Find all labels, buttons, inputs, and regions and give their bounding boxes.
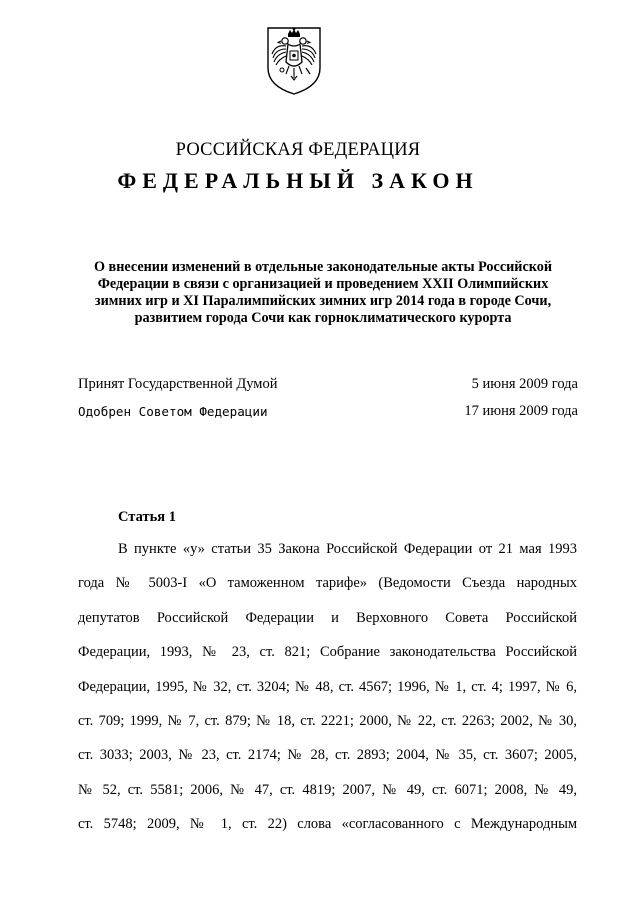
article-line: года № 5003-I «О таможенном тарифе» (Ведомости Съезда народных — [78, 575, 577, 592]
article-title: Статья 1 — [118, 509, 176, 525]
article-body — [78, 538, 577, 848]
article-line: ст. 3033; 2003, № 23, ст. 2174; № 28, ст. 2893; 2004, № 35, ст. 3607; 2005, — [78, 747, 577, 764]
article-line: В пункте «у» статьи 35 Закона Российской Федерации от 21 мая 1993 — [118, 541, 577, 557]
article-line: ст. 709; 1999, № 7, ст. 879; № 18, ст. 2221; 2000, № 22, ст. 2263; 2002, № 30, — [78, 712, 577, 729]
article-line: депутатов Российской Федерации и Верховного Совета Российской — [78, 609, 577, 626]
duma-adoption-date: 5 июня 2009 года — [471, 376, 578, 392]
article-line: ст. 5748; 2009, № 1, ст. 22) слова «согласованного с Международным — [78, 816, 577, 833]
duma-adoption-label: Принят Государственной Думой — [78, 376, 278, 392]
document-type: ФЕДЕРАЛЬНЫЙ ЗАКОН — [117, 168, 479, 193]
country-name: РОССИЙСКАЯ ФЕДЕРАЦИЯ — [175, 140, 421, 160]
article-line: № 52, ст. 5581; 2006, № 47, ст. 4819; 2007, № 49, ст. 6071; 2008, № 49, — [78, 781, 577, 798]
law-title-line: Федерации в связи с организацией и проведением XXII Олимпийских — [97, 276, 549, 292]
law-title — [60, 259, 586, 327]
coat-of-arms-emblem-icon — [264, 24, 324, 96]
council-approval-date: 17 июня 2009 года — [464, 403, 578, 419]
article-line: Федерации, 1993, № 23, ст. 821; Собрание законодательства Российской — [78, 644, 577, 661]
law-title-line: О внесении изменений в отдельные законодательные акты Российской — [93, 259, 553, 275]
article-line: Федерации, 1995, № 32, ст. 3204; № 48, ст. 4567; 1996, № 1, ст. 4; 1997, № 6, — [78, 678, 577, 695]
law-title-line: зимних игр и XI Паралимпийских зимних игр 2014 года в городе Сочи, — [94, 293, 552, 309]
law-title-line: развитием города Сочи как горноклиматического курорта — [134, 310, 512, 326]
council-approval-label: Одобрен Советом Федерации — [78, 404, 268, 419]
